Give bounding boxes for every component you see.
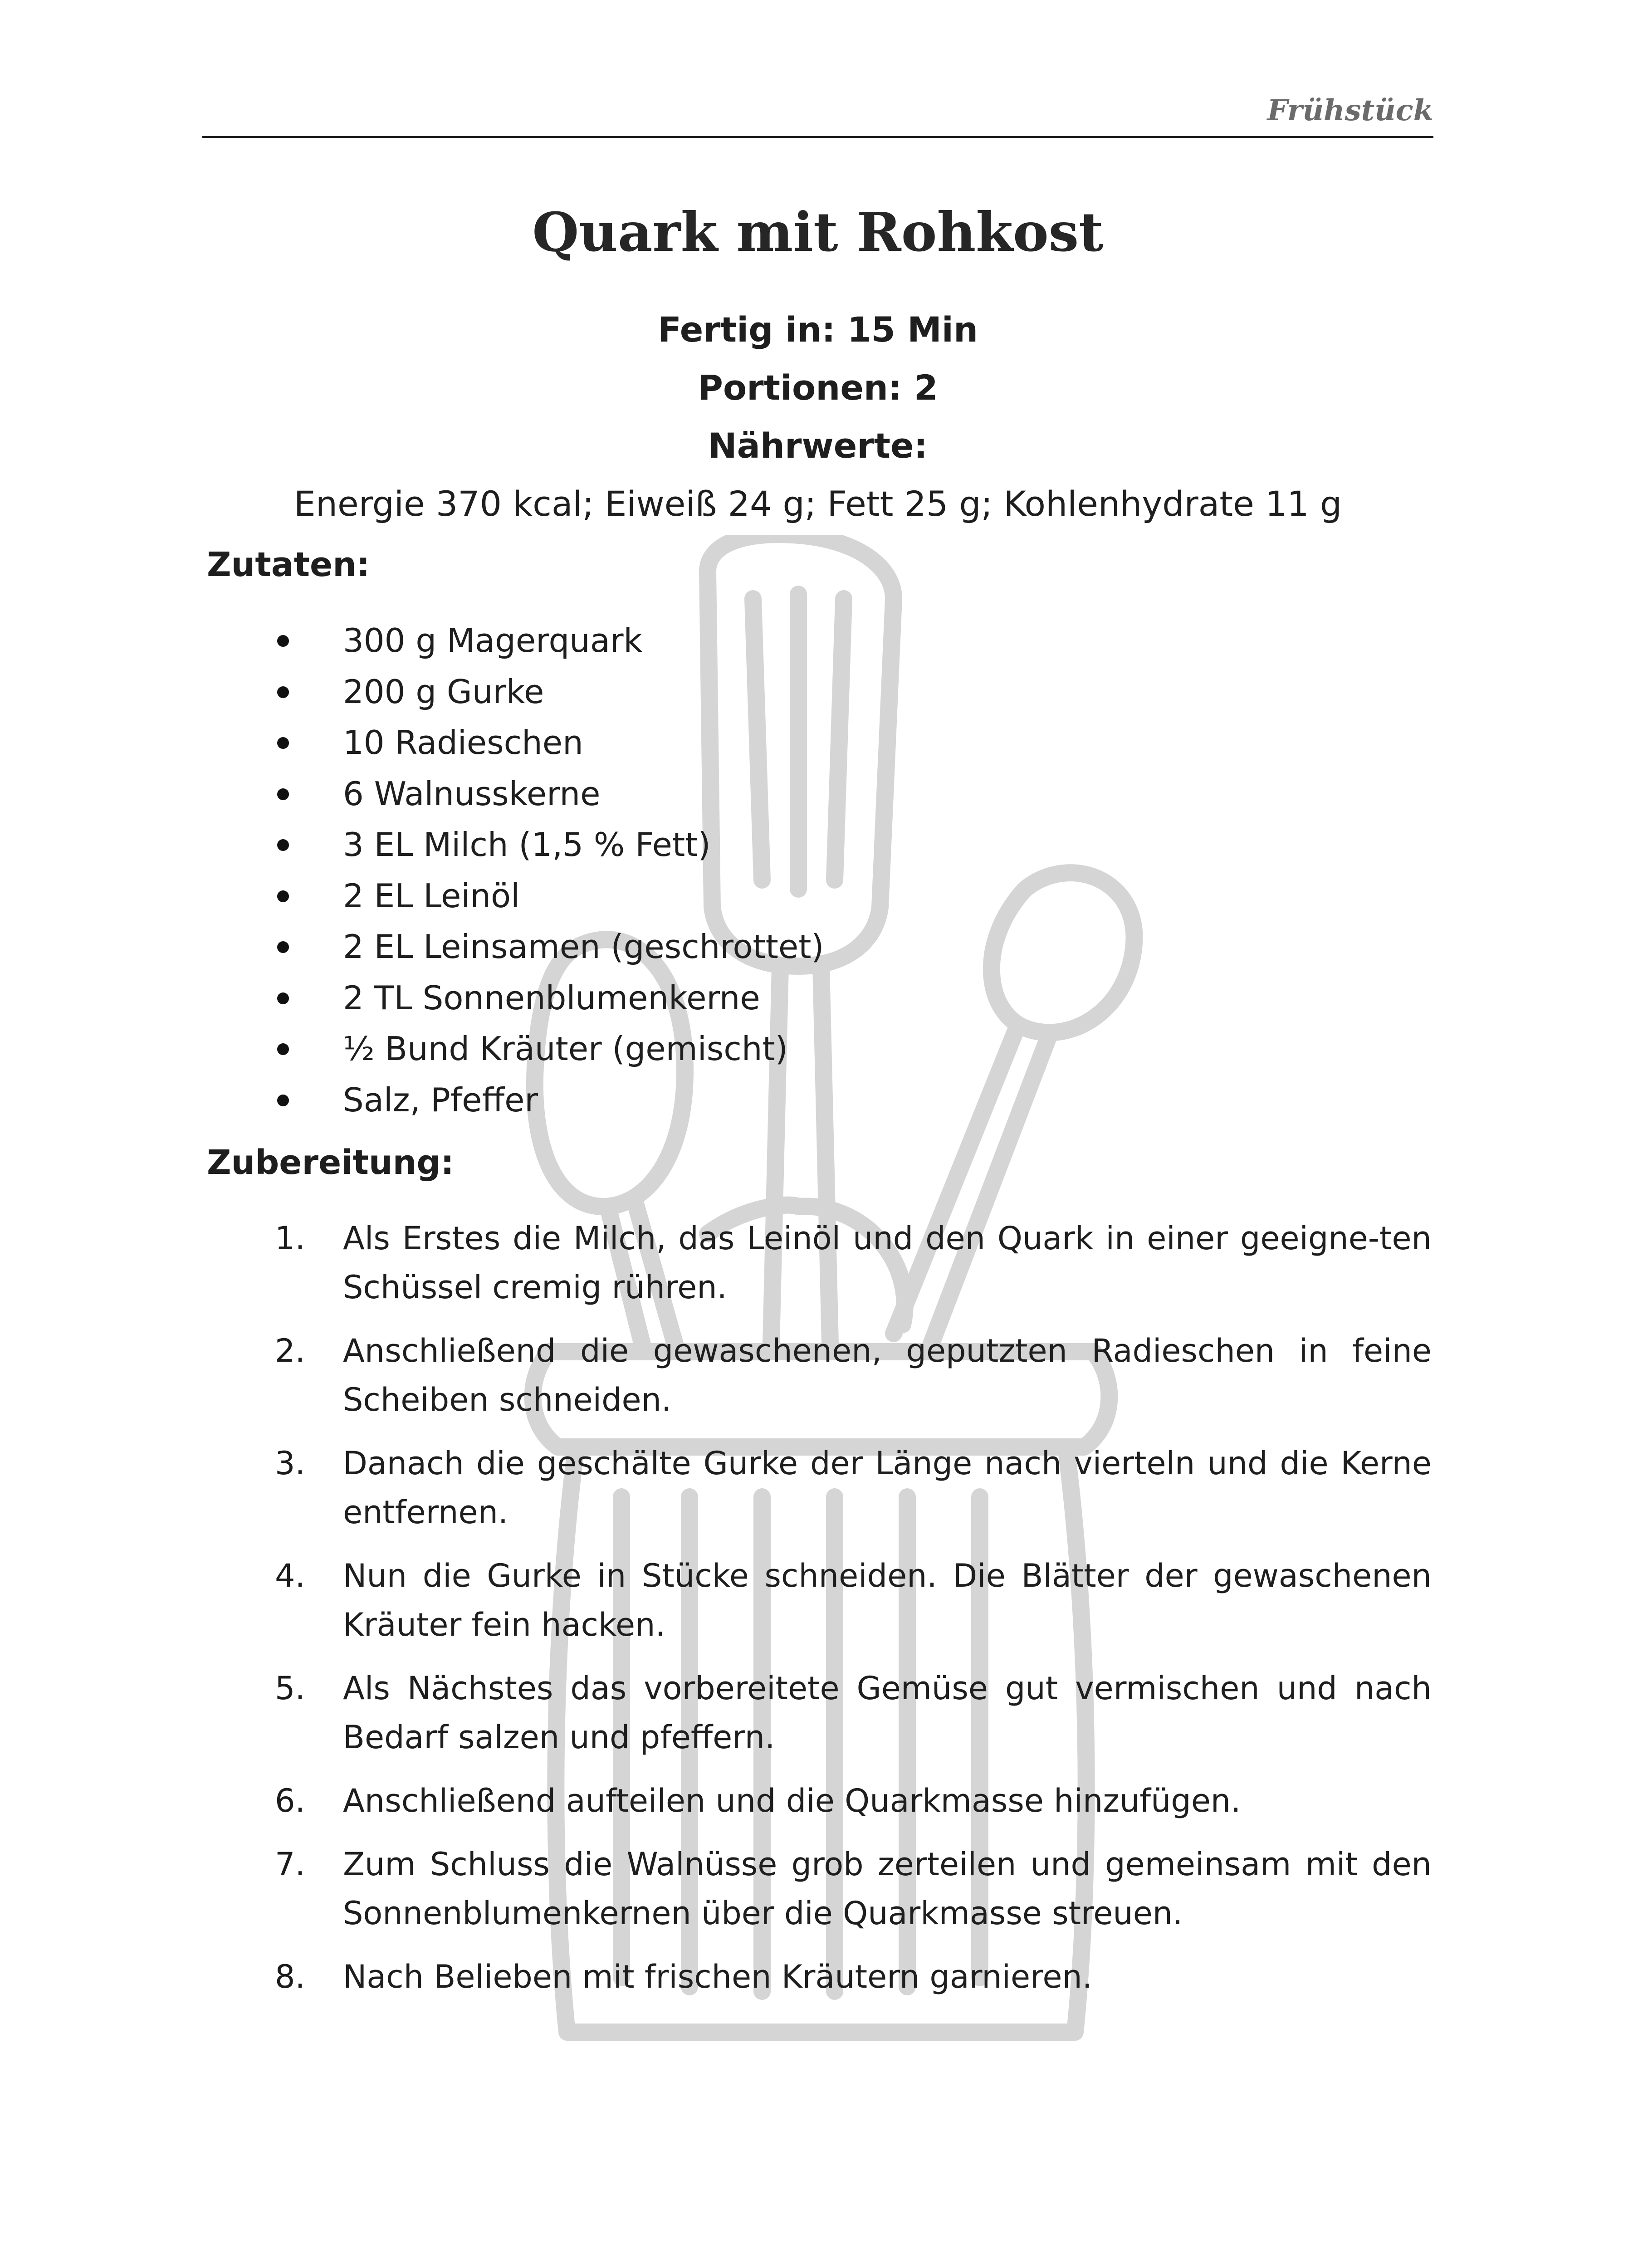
ingredient-item: 2 EL Leinsamen (geschrottet) xyxy=(207,921,1432,973)
step-text: Zum Schluss die Walnüsse grob zerteilen und gemeinsam mit den Sonnenblumenkernen über die Quarkmasse streuen. xyxy=(343,1846,1432,1932)
step-text: Nun die Gurke in Stücke schneiden. Die Blätter der gewaschenen Kräuter fein hacken. xyxy=(343,1557,1432,1643)
header-rule xyxy=(202,136,1433,138)
step-number: 1. xyxy=(275,1220,305,1257)
step-text: Anschließend die gewaschenen, geputzten Radieschen in feine Scheiben schneiden. xyxy=(343,1332,1432,1418)
bullet-icon xyxy=(277,839,289,851)
nutrition-label: Nährwerte: xyxy=(708,425,928,466)
ingredient-item: 10 Radieschen xyxy=(207,717,1432,768)
step-text: Anschließend aufteilen und die Quarkmasse hinzufügen. xyxy=(343,1782,1241,1819)
bullet-icon xyxy=(277,1095,289,1106)
step-number: 8. xyxy=(275,1958,305,1995)
bullet-icon xyxy=(277,686,289,698)
step-text: Danach die geschälte Gurke der Länge nach vierteln und die Kerne entfernen. xyxy=(343,1445,1432,1531)
step-text: Als Nächstes das vorbereitete Gemüse gut vermischen und nach Bedarf salzen und pfeffern. xyxy=(343,1670,1432,1756)
step-number: 4. xyxy=(275,1557,305,1594)
bullet-icon xyxy=(277,1043,289,1055)
ingredient-item: ½ Bund Kräuter (gemischt) xyxy=(207,1023,1432,1075)
ingredient-item: 3 EL Milch (1,5 % Fett) xyxy=(207,819,1432,870)
bullet-icon xyxy=(277,737,289,749)
recipe-title: Quark mit Rohkost xyxy=(532,200,1104,264)
ingredient-item: Salz, Pfeffer xyxy=(207,1075,1432,1126)
ingredient-item: 300 g Magerquark xyxy=(207,615,1432,666)
ingredient-item: 2 TL Sonnenblumenkerne xyxy=(207,973,1432,1024)
step-text: Nach Belieben mit frischen Kräutern garnieren. xyxy=(343,1958,1093,1995)
step-number: 3. xyxy=(275,1445,305,1482)
bullet-icon xyxy=(277,941,289,953)
step-number: 5. xyxy=(275,1670,305,1707)
ingredient-item: 200 g Gurke xyxy=(207,666,1432,718)
bullet-icon xyxy=(277,635,289,647)
bullet-icon xyxy=(277,890,289,902)
ready-time: Fertig in: 15 Min xyxy=(657,309,978,350)
ingredients-heading: Zutaten: xyxy=(207,545,370,584)
preparation-heading: Zubereitung: xyxy=(207,1143,454,1182)
ingredients-list xyxy=(207,615,1432,1125)
step-number: 2. xyxy=(275,1332,305,1369)
bullet-icon xyxy=(277,788,289,800)
step-number: 7. xyxy=(275,1846,305,1883)
step-number: 6. xyxy=(275,1782,305,1819)
running-head: Frühstück xyxy=(1267,93,1433,127)
step-text: Als Erstes die Milch, das Leinöl und den Quark in einer geeigne-ten Schüssel cremig rühren. xyxy=(343,1220,1432,1306)
bullet-icon xyxy=(277,992,289,1004)
ingredient-item: 2 EL Leinöl xyxy=(207,870,1432,922)
nutrition-values: Energie 370 kcal; Eiweiß 24 g; Fett 25 g; Kohlenhydrate 11 g xyxy=(293,484,1342,524)
ingredient-item: 6 Walnusskerne xyxy=(207,768,1432,820)
portions: Portionen: 2 xyxy=(698,367,938,408)
